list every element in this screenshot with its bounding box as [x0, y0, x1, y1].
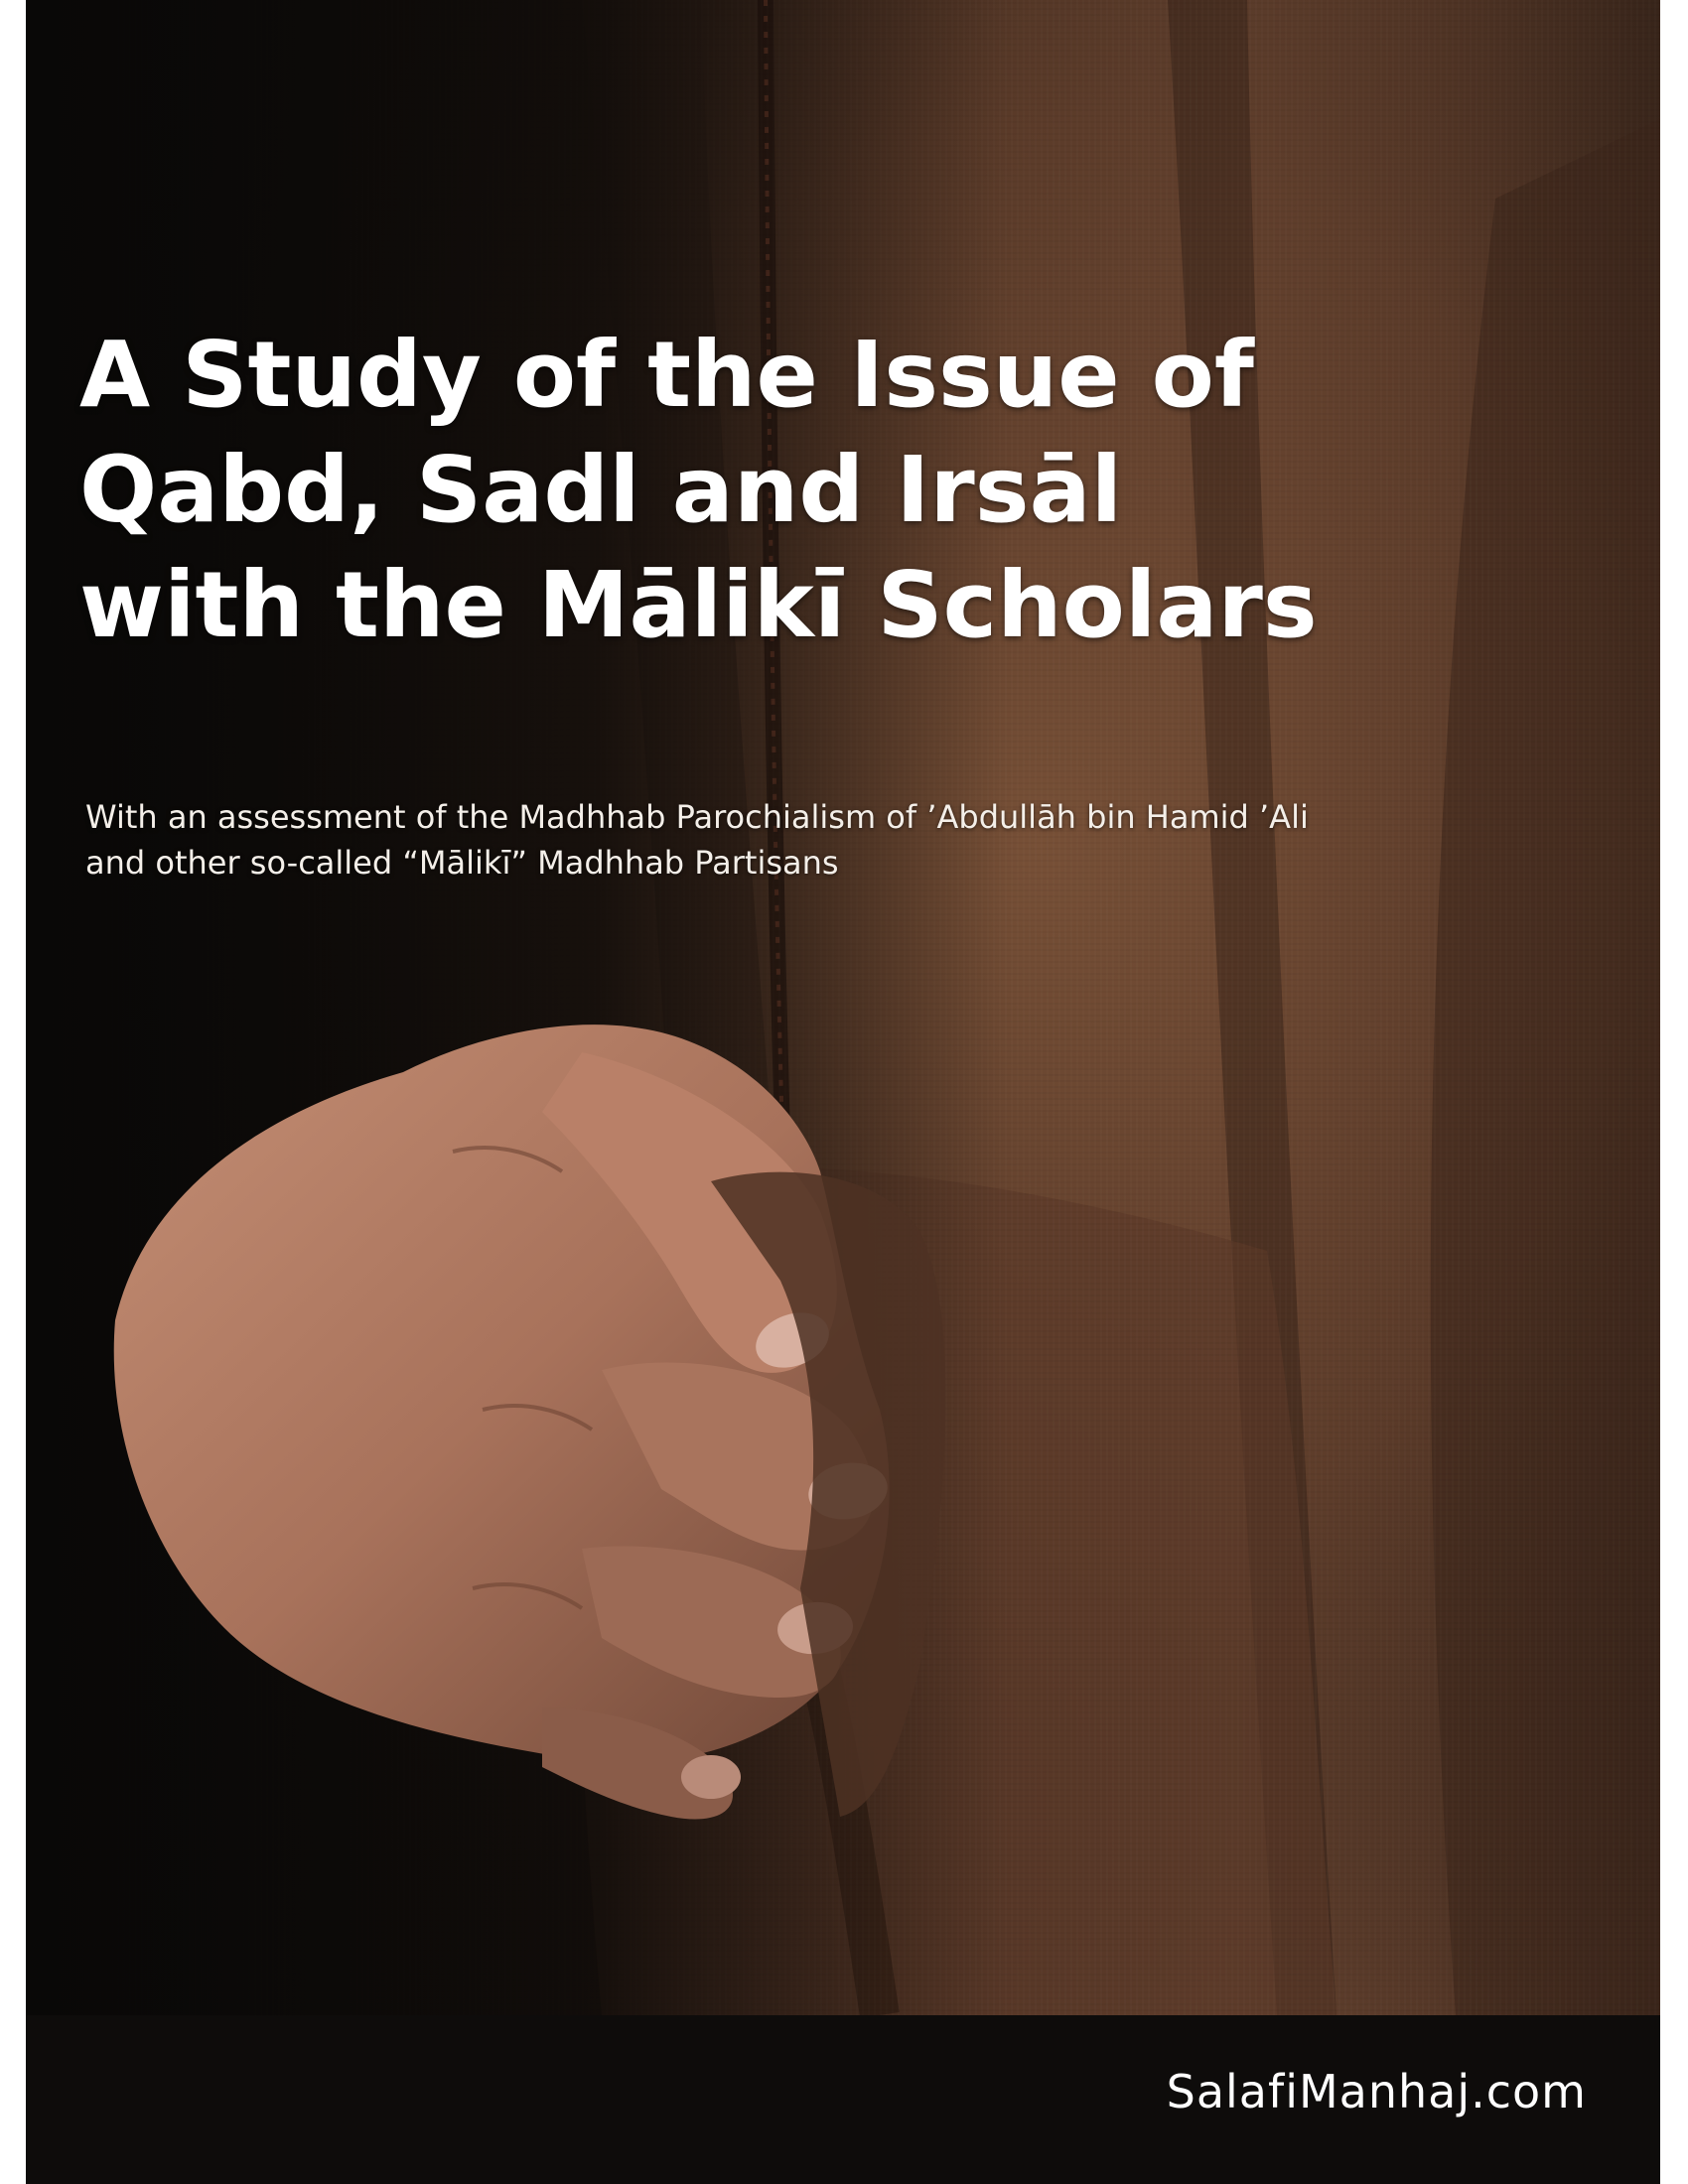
website-link[interactable]: SalafiManhaj.com	[1166, 2065, 1587, 2118]
hand-holding-robe-photo-icon	[26, 0, 1660, 2015]
book-title	[79, 318, 1628, 663]
cover-panel	[26, 0, 1660, 2184]
book-subtitle-line-1: With an assessment of the Madhhab Parochialism of ’Abdullāh bin Hamid ’Ali	[85, 798, 1309, 836]
footer-bar	[26, 2015, 1660, 2184]
book-title-line-3: with the Mālikī Scholars	[79, 552, 1318, 658]
book-subtitle-line-2: and other so-called “Mālikī” Madhhab Partisans	[85, 844, 839, 882]
book-title-line-2: Qabd, Sadl and Irsāl	[79, 437, 1123, 543]
book-title-line-1: A Study of the Issue of	[79, 322, 1254, 428]
book-subtitle	[85, 794, 1634, 886]
cover-photo	[26, 0, 1660, 2015]
